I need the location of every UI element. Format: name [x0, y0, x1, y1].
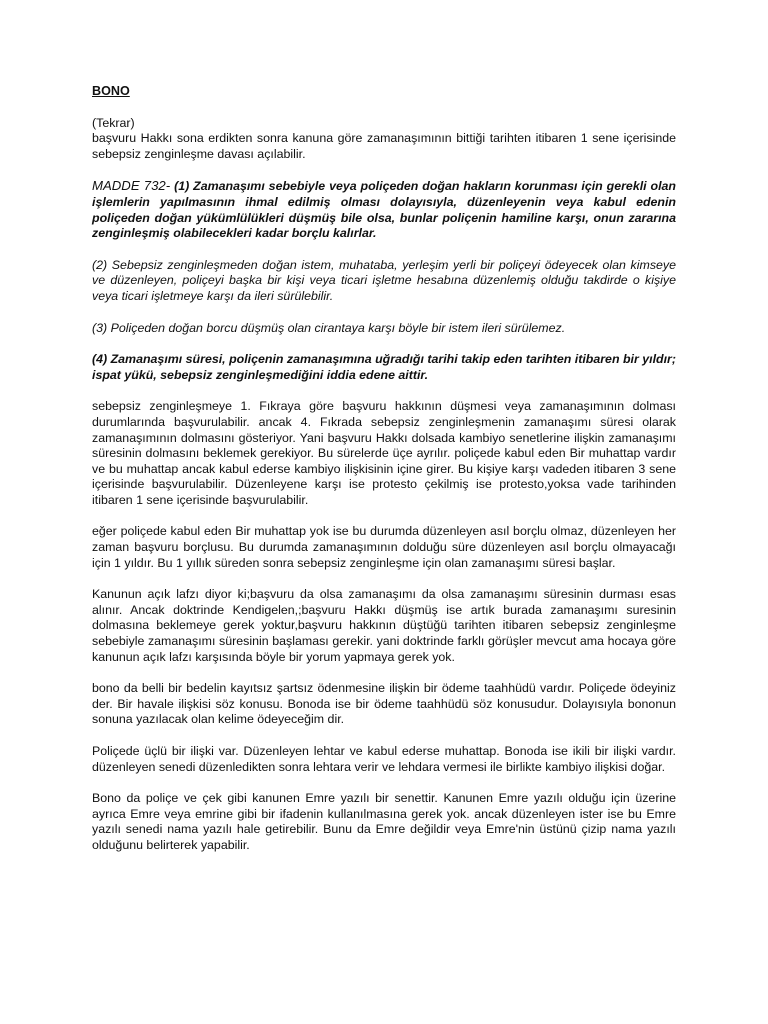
body-paragraph-1: sebepsiz zenginleşmeye 1. Fıkraya göre başvuru hakkının düşmesi veya zamanaşımının dolması durumlarında başvurulabilir. ancak 4. Fıkrada sebepsiz zenginleşmenin zamanaşımı süresi olarak zamanaşımının dolmasını gösteriyor. Yani başvuru Hakkı dolsada kambiyo senetlerine ilişkin zamanaşımı süresinin dolmasını beklemek gerekiyor. Bu sürelerde üçe ayrılır. poliçede kabul eden Bir muhattap vardır ve bu muhattap ancak kabul ederse kambiyo ilişkisinin içine girer. Bu kişiye karşı vadeden itibaren 3 sene içerisinde başvurulabilir. Düzenleyene karşı ise protesto çekilmiş ise protesto,yoksa vade tarihinden itibaren 1 sene içerisinde başvurulabilir.	[92, 399, 676, 507]
body-paragraph-3: Kanunun açık lafzı diyor ki;başvuru da olsa zamanaşımı da olsa zamanaşımı süresinin durması esas alınır. Ancak doktrinde Kendigelen,;başvuru Hakkı düşmüş ise artık burada zamanaşımı suresinin dolmasına beklemeye gerek yoktur,başvuru hakkının düştüğü tarihten itibaren sebepsiz zenginleşme sebebiyle zamanaşımı süresinin başlaması gerekir. yani doktrinde farklı görüşler mevcut ama hocaya göre kanunun açık lafzı karşısında böyle bir yorum yapmaya gerek yok.	[92, 587, 676, 664]
madde-clause-3: (3) Poliçeden doğan borcu düşmüş olan cirantaya karşı böyle bir istem ileri sürülemez.	[92, 320, 566, 335]
document-title: BONO	[92, 84, 130, 98]
madde-clause-4: (4) Zamanaşımı süresi, poliçenin zamanaşımına uğradığı tarihi takip eden tarihten itibaren bir yıldır; ispat yükü, sebepsiz zenginleşmediğini iddia edene aittir.	[92, 352, 676, 382]
madde-paragraph-1	[92, 178, 676, 241]
madde-clause-2: (2) Sebepsiz zenginleşmeden doğan istem, muhataba, yerleşim yerli bir poliçeyi ödeyecek olan kimseye ve düzenleyen, poliçeyi başka bir kişi veya ticari işletme hesabına düzenlemiş olduğu takdirde o kişiye veya ticari işletmeye karşı da ileri sürülebilir.	[92, 257, 676, 303]
madde-label: MADDE 732-	[92, 178, 171, 194]
tekrar-label: (Tekrar)	[92, 115, 135, 130]
body-paragraph-2: eğer poliçede kabul eden Bir muhattap yok ise bu durumda düzenleyen asıl borçlu olmaz, düzenleyen her zaman başvuru borçlusu. Bu durumda zamanaşımının dolduğu süre düzenleyen asıl borçlu olmayacağı için 1 yıldır. Bu 1 yıllık süreden sonra sebepsiz zenginleşme için olan zamanaşımı süresi başlar.	[92, 524, 676, 570]
document-page	[92, 84, 676, 870]
body-paragraph-4: bono da belli bir bedelin kayıtsız şartsız ödenmesine ilişkin bir ödeme taahhüdü vardır. Poliçede ödeyiniz der. Bir havale ilişkisi söz konusu. Bonoda ise bir ödeme taahhüdü söz konusudur. Dolayısıyla bononun sonuna yazılacak olan kelime ödeyeceğim dir.	[92, 681, 676, 727]
intro-paragraph: başvuru Hakkı sona erdikten sonra kanuna göre zamanaşımının bittiği tarihten itibaren 1 sene içerisinde sebepsiz zenginleşme davası açılabilir.	[92, 131, 676, 161]
madde-clause-1: (1) Zamanaşımı sebebiyle veya poliçeden doğan hakların korunması için gerekli olan işlemlerin yapılmasının ihmal edilmiş olması dolayısıyla, düzenleyenin veya kabul edenin poliçeden doğan yükümlülükleri düşmüş bile olsa, bunlar poliçenin hamiline karşı, onun zararına zenginleşmiş olabilecekleri kadar borçlu kalırlar.	[92, 179, 676, 241]
body-paragraph-6: Bono da poliçe ve çek gibi kanunen Emre yazılı bir senettir. Kanunen Emre yazılı olduğu için üzerine ayrıca Emre veya emrine gibi bir ifadenin kullanılmasına gerek yok. ancak düzenleyen ister ise bu Emre yazılı senedi nama yazılı hale getirebilir. Bunu da Emre değildir veya Emre'nin üstünü çizip nama yazılı olduğunu belirterek yapabilir.	[92, 791, 676, 852]
body-paragraph-5: Poliçede üçlü bir ilişki var. Düzenleyen lehtar ve kabul ederse muhattap. Bonoda ise ikili bir ilişki vardır. düzenleyen senedi düzenledikten sonra lehtara verir ve lehdara vermesi ile birlikte kambiyo ilişkisi doğar.	[92, 744, 676, 774]
